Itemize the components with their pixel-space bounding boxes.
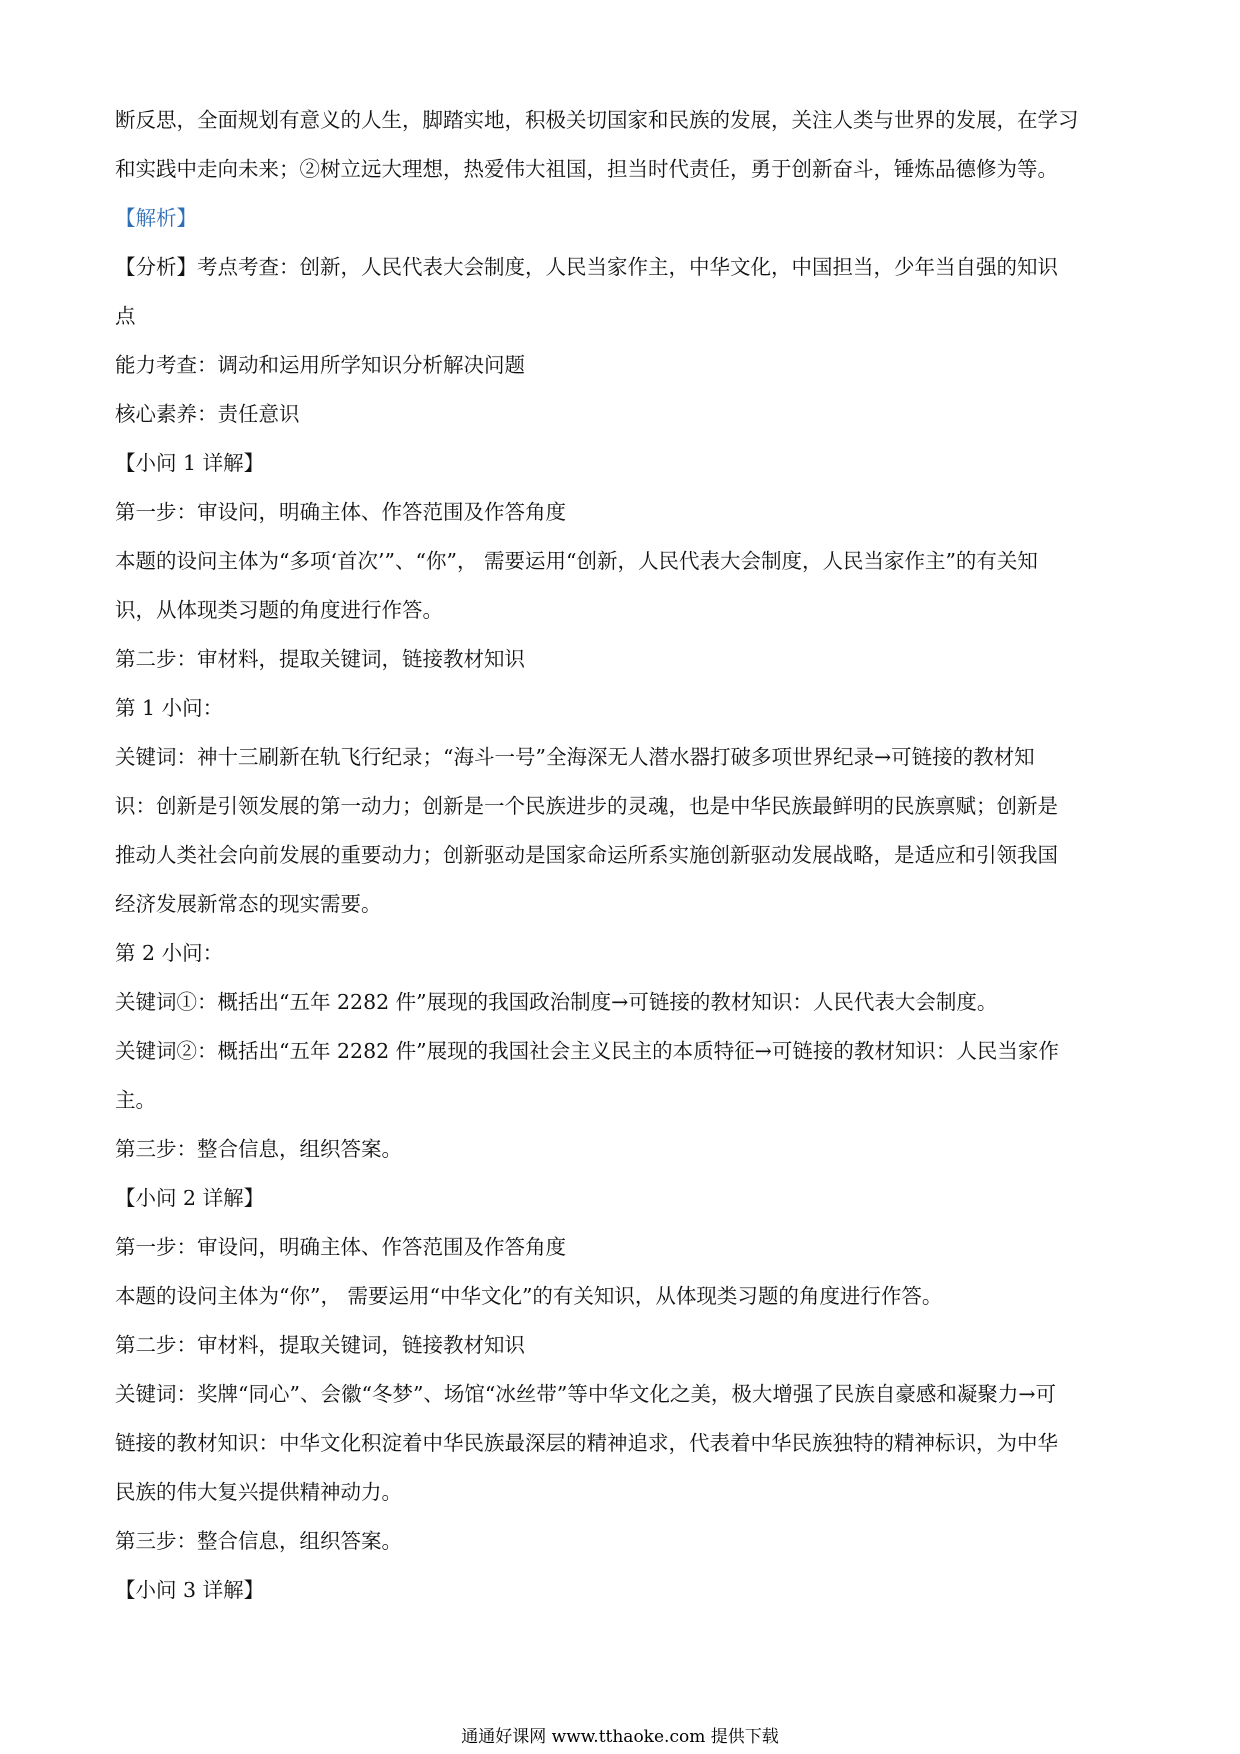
text-line: 第二步：审材料，提取关键词，链接教材知识 [115, 647, 525, 671]
text-line: 能力考查：调动和运用所学知识分析解决问题 [115, 353, 525, 377]
page-footer: 通通好课网 www.tthaoke.com 提供下载 [461, 1727, 779, 1747]
text-line: 关键词②：概括出“五年 2282 件”展现的我国社会主义民主的本质特征→可链接的教材知识：人民当家作 [115, 1039, 1059, 1063]
text-line: 第 2 小问： [115, 941, 224, 965]
text-line: 识，从体现类习题的角度进行作答。 [115, 598, 443, 622]
text-line: 关键词①：概括出“五年 2282 件”展现的我国政治制度→可链接的教材知识：人民代表大会制度。 [115, 990, 998, 1014]
text-line: 民族的伟大复兴提供精神动力。 [115, 1480, 402, 1504]
text-line: 本题的设问主体为“多项‘首次’”、“你”， 需要运用“创新，人民代表大会制度，人民当家作主”的有关知 [115, 549, 1038, 573]
section-heading: 【小问 1 详解】 [115, 451, 265, 475]
text-line: 点 [115, 304, 136, 328]
text-line: 和实践中走向未来；②树立远大理想，热爱伟大祖国，担当时代责任，勇于创新奋斗，锤炼品德修为等。 [115, 157, 1058, 181]
text-line: 链接的教材知识：中华文化积淀着中华民族最深层的精神追求，代表着中华民族独特的精神标识，为中华 [115, 1431, 1058, 1455]
text-line: 第 1 小问： [115, 696, 224, 720]
text-line: 识：创新是引领发展的第一动力；创新是一个民族进步的灵魂，也是中华民族最鲜明的民族禀赋；创新是 [115, 794, 1058, 818]
section-heading: 【小问 3 详解】 [115, 1578, 265, 1602]
text-line: 主。 [115, 1088, 156, 1112]
analysis-heading: 【解析】 [115, 206, 197, 230]
document-body [115, 96, 1125, 1615]
text-line: 本题的设问主体为“你”， 需要运用“中华文化”的有关知识，从体现类习题的角度进行作答。 [115, 1284, 943, 1308]
section-heading: 【小问 2 详解】 [115, 1186, 265, 1210]
text-line: 关键词：奖牌“同心”、会徽“冬梦”、场馆“冰丝带”等中华文化之美，极大增强了民族自豪感和凝聚力→可 [115, 1382, 1057, 1406]
text-line: 第二步：审材料，提取关键词，链接教材知识 [115, 1333, 525, 1357]
text-line: 经济发展新常态的现实需要。 [115, 892, 382, 916]
text-line: 第一步：审设问，明确主体、作答范围及作答角度 [115, 1235, 566, 1259]
text-line: 第三步：整合信息，组织答案。 [115, 1529, 402, 1553]
text-line: 第三步：整合信息，组织答案。 [115, 1137, 402, 1161]
text-line: 推动人类社会向前发展的重要动力；创新驱动是国家命运所系实施创新驱动发展战略，是适应和引领我国 [115, 843, 1058, 867]
text-line: 断反思，全面规划有意义的人生，脚踏实地，积极关切国家和民族的发展，关注人类与世界的发展，在学习 [115, 108, 1079, 132]
text-line: 第一步：审设问，明确主体、作答范围及作答角度 [115, 500, 566, 524]
text-line: 关键词：神十三刷新在轨飞行纪录；“海斗一号”全海深无人潜水器打破多项世界纪录→可链接的教材知 [115, 745, 1035, 769]
text-line: 核心素养：责任意识 [115, 402, 300, 426]
text-line: 【分析】考点考查：创新，人民代表大会制度，人民当家作主，中华文化，中国担当，少年当自强的知识 [115, 255, 1058, 279]
